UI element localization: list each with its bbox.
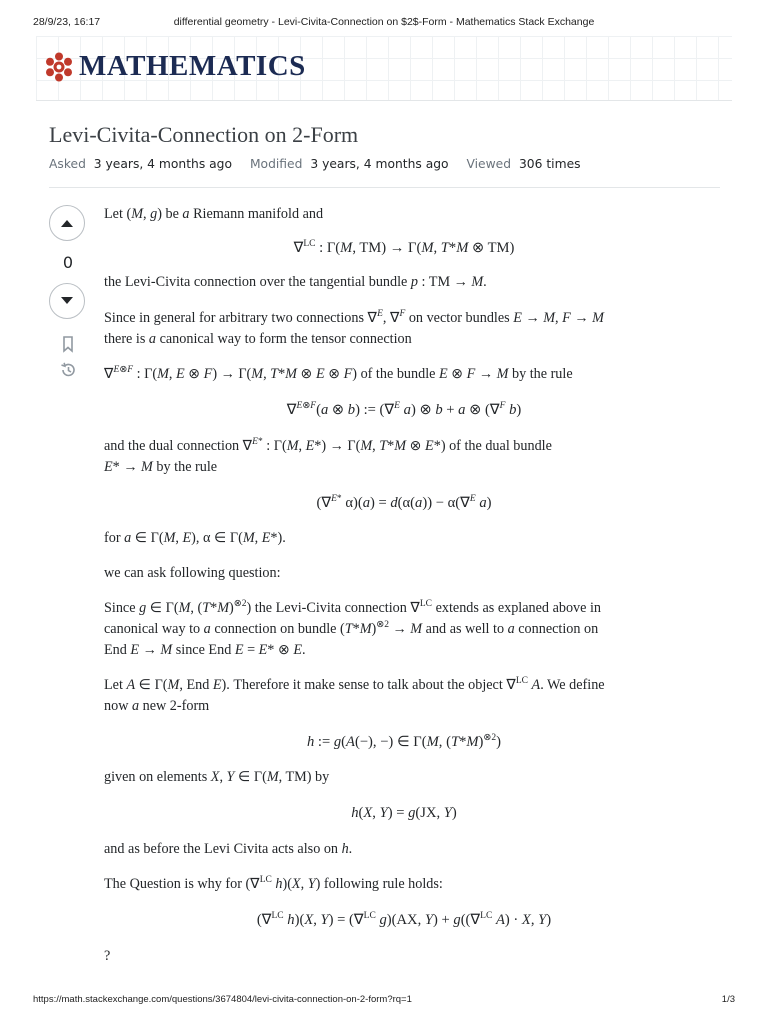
upvote-button[interactable] bbox=[49, 205, 85, 241]
display-equation: h := g(A(−), −) ∈ Γ(M, $(T*M)^{\otimes 2}$) bbox=[306, 733, 502, 750]
body-paragraph: given on elements X, Y ∈ Γ(M, TM) by bbox=[104, 769, 330, 785]
modified-value[interactable]: 3 years, 4 months ago bbox=[310, 157, 449, 171]
body-paragraph: Since g ∈ Γ(M, $(T*M)^{\otimes 2}$) the Levi-Civita connection ∇$^{LC}$ extends as explaned above in bbox=[104, 599, 602, 616]
print-header bbox=[33, 16, 735, 30]
site-name: MATHEMATICS bbox=[79, 50, 306, 82]
body-paragraph: we can ask following question: bbox=[104, 565, 281, 581]
asked-label: Asked bbox=[49, 157, 86, 171]
site-header bbox=[36, 36, 732, 101]
body-paragraph: canonical way to a connection on bundle $(T*M)^{\otimes 2} \to M$ and as well to a connection on bbox=[104, 620, 599, 637]
downvote-button[interactable] bbox=[49, 283, 85, 319]
viewed-value: 306 times bbox=[518, 157, 581, 171]
body-paragraph: Since in general for arbitrary two connections ∇$^E$, ∇$^F$ on vector bundles E → M, F → M bbox=[104, 309, 604, 326]
question-body bbox=[104, 204, 704, 967]
body-paragraph: and as before the Levi Civita acts also on h. bbox=[104, 841, 353, 857]
display-equation: h(X, Y) = g(JX, Y) bbox=[351, 805, 457, 821]
viewed-label: Viewed bbox=[466, 157, 512, 171]
bookmark-button[interactable] bbox=[49, 335, 87, 353]
body-paragraph: Let (M, g) be a Riemann manifold and bbox=[104, 206, 324, 222]
print-url[interactable]: https://math.stackexchange.com/questions/3674804/levi-civita-connection-on-2-form?rq=1 bbox=[33, 994, 412, 1005]
body-paragraph: now a new 2-form bbox=[104, 698, 210, 714]
asked-value: 3 years, 4 months ago bbox=[93, 157, 233, 171]
body-paragraph: for a ∈ Γ(M, E), α ∈ Γ(M, E*). bbox=[104, 530, 286, 546]
display-equation: (∇$^{E*}$ α)(a) = d(α(a)) − α(∇$^E$ a) bbox=[316, 494, 492, 511]
body-paragraph: ? bbox=[104, 948, 111, 964]
display-equation: ∇$^{LC}$ : Γ(M, TM) → Γ(M, T*M ⊗ TM) bbox=[293, 239, 515, 256]
vote-column bbox=[49, 205, 87, 379]
body-paragraph: The Question is why for (∇$^{LC}$ h)(X, Y) following rule holds: bbox=[104, 875, 443, 892]
body-paragraph: End E → M since End E = E* ⊗ E. bbox=[104, 642, 306, 658]
downvote-icon bbox=[60, 296, 74, 306]
vote-score: 0 bbox=[62, 253, 74, 272]
body-paragraph: Let A ∈ Γ(M, End E). Therefore it make sense to talk about the object ∇$^{LC}$ A. We define bbox=[104, 676, 605, 693]
upvote-icon bbox=[60, 218, 74, 228]
body-paragraph: the Levi-Civita connection over the tangential bundle p : TM → M. bbox=[104, 274, 487, 290]
bookmark-icon bbox=[59, 335, 77, 353]
body-paragraph: E* → M by the rule bbox=[104, 459, 218, 475]
history-button[interactable] bbox=[49, 361, 87, 379]
print-date: 28/9/23, 16:17 bbox=[33, 16, 101, 28]
question-meta bbox=[49, 157, 595, 171]
body-paragraph: there is a canonical way to form the tensor connection bbox=[104, 331, 412, 347]
print-page-title: differential geometry - Levi-Civita-Connection on $2$-Form - Mathematics Stack Exchange bbox=[173, 16, 595, 28]
body-paragraph: and the dual connection ∇$^{E*}$ : Γ(M, E*) → Γ(M, T*M ⊗ E*) of the dual bundle bbox=[104, 437, 552, 454]
question-title[interactable]: Levi-Civita-Connection on 2-Form bbox=[49, 122, 359, 147]
body-paragraph: ∇$^{E\otimes F}$ : Γ(M, E ⊗ F) → Γ(M, T*M ⊗ E ⊗ F) of the bundle E ⊗ F → M by the rule bbox=[104, 365, 573, 382]
display-equation: (∇$^{LC}$ h)(X, Y) = (∇$^{LC}$ g)(AX, Y) + g((∇$^{LC}$ A) · X, Y) bbox=[256, 911, 552, 928]
title-divider bbox=[49, 187, 720, 188]
print-footer bbox=[33, 994, 735, 1008]
history-icon bbox=[59, 361, 77, 379]
print-page-number: 1/3 bbox=[721, 994, 735, 1005]
display-equation: ∇$^{E\otimes F}$(a ⊗ b) := (∇$^E$ a) ⊗ b + a ⊗ (∇$^F$ b) bbox=[286, 401, 522, 418]
modified-label: Modified bbox=[249, 157, 303, 171]
mathematics-logo-icon bbox=[44, 52, 74, 82]
site-logo[interactable] bbox=[44, 50, 306, 83]
